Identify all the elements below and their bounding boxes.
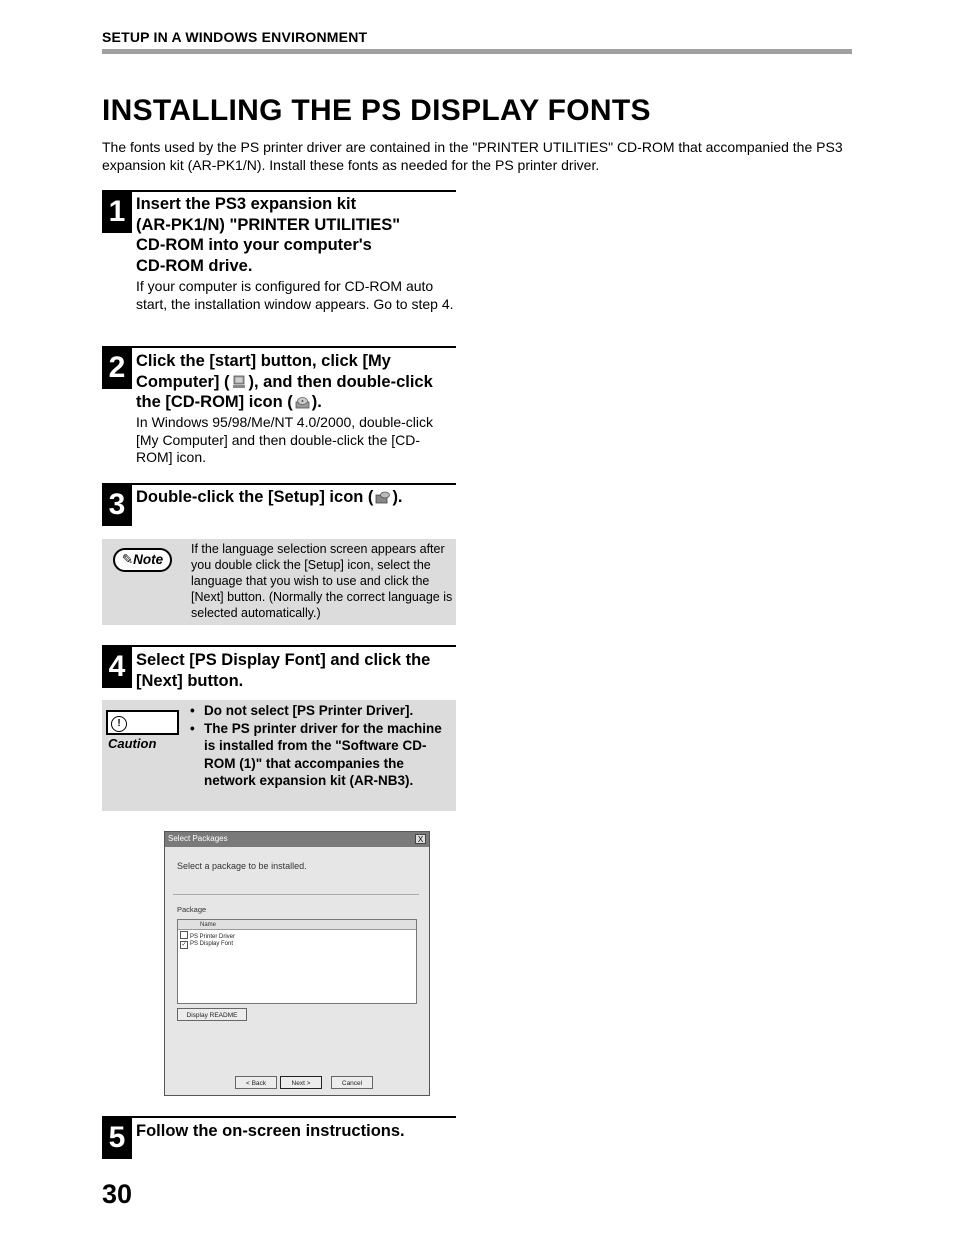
step-2-title-text: the [CD-ROM] icon (	[136, 393, 293, 411]
next-button[interactable]: Next >	[280, 1076, 322, 1089]
intro-paragraph: The fonts used by the PS printer driver are contained in the "PRINTER UTILITIES" CD-ROM that accompanied the PS3 expansion kit (AR-PK1/N). Install these fonts as needed for the PS printer driver.	[102, 139, 843, 173]
my-computer-icon	[231, 375, 248, 390]
column-header-name[interactable]: Name	[178, 920, 416, 930]
step-1-number: 1	[102, 191, 132, 233]
note-text: If the language selection screen appears after you double click the [Setup] icon, select the language that you wish to use and click the [Next] button. (Normally the correct language is selected automatically.)	[191, 542, 453, 620]
step-4-title	[136, 650, 456, 691]
step-1-title-line: (AR-PK1/N) "PRINTER UTILITIES"	[136, 215, 401, 234]
dialog-title: Select Packages	[168, 834, 228, 843]
step-5-rule	[102, 1116, 456, 1118]
step-2-title-line	[136, 392, 456, 413]
page-title: INSTALLING THE PS DISPLAY FONTS	[102, 94, 651, 127]
caution-badge	[106, 710, 179, 751]
caution-list	[190, 702, 452, 790]
step-4-number: 4	[102, 646, 132, 688]
step-3-rule	[102, 483, 456, 485]
cancel-button[interactable]: Cancel	[331, 1076, 373, 1089]
step-2-title-line: Click the [start] button, click [My	[136, 352, 391, 370]
dialog-prompt: Select a package to be installed.	[177, 861, 307, 871]
caution-item: • Do not select [PS Printer Driver].	[190, 702, 452, 720]
step-2-rule	[102, 346, 456, 348]
step-3-number: 3	[102, 484, 132, 526]
setup-icon	[374, 490, 391, 505]
select-packages-dialog	[164, 831, 430, 1096]
step-2-title-text: ), and then double-click	[248, 372, 433, 391]
package-label: Package	[177, 905, 207, 914]
exclamation-icon: !	[111, 716, 127, 732]
back-button[interactable]: < Back	[235, 1076, 277, 1089]
header-rule	[102, 49, 852, 54]
step-5-number: 5	[102, 1117, 132, 1159]
step-4-title-line: Select [PS Display Font] and click the	[136, 651, 431, 669]
step-1-body: If your computer is configured for CD-ROM auto start, the installation window appears. Go to step 4.	[136, 278, 454, 312]
step-2-body: In Windows 95/98/Me/NT 4.0/2000, double-click [My Computer] and then double-click the [CD-ROM] icon.	[136, 414, 434, 465]
step-1-title-line: CD-ROM into your computer's	[136, 236, 372, 254]
caution-item: • The PS printer driver for the machine is installed from the "Software CD-ROM (1)" that accompanies the network expansion kit (AR-NB3).	[190, 720, 452, 790]
page-number: 30	[102, 1179, 133, 1209]
package-row-label: PS Printer Driver	[190, 934, 236, 940]
package-list[interactable]	[177, 919, 417, 1004]
note-badge	[113, 548, 172, 572]
section-header: SETUP IN A WINDOWS ENVIRONMENT	[102, 29, 368, 45]
dialog-separator	[173, 894, 419, 895]
pencil-icon: ✎	[121, 552, 134, 567]
step-1-title-line: CD-ROM drive.	[136, 256, 253, 275]
package-row-label: PS Display Font	[190, 941, 234, 947]
checkbox-checked[interactable]: ✓	[181, 942, 187, 948]
step-2-title-text: Computer] (	[136, 372, 230, 391]
step-2-title-line	[136, 372, 456, 393]
step-1-title-line: Insert the PS3 expansion kit	[136, 195, 357, 213]
display-readme-button[interactable]: Display README	[177, 1008, 247, 1021]
step-4-rule	[102, 645, 456, 647]
step-4-title-line: [Next] button.	[136, 671, 244, 690]
step-1-rule	[102, 190, 456, 192]
step-2-number: 2	[102, 347, 132, 389]
step-3-title	[136, 487, 456, 508]
step-3-title-text: ).	[392, 488, 403, 506]
step-5-title: Follow the on-screen instructions.	[136, 1122, 405, 1140]
dialog-titlebar	[165, 832, 429, 847]
step-3-title-text: Double-click the [Setup] icon (	[136, 488, 374, 506]
step-2-title	[136, 351, 456, 413]
checkbox[interactable]	[180, 931, 188, 939]
dialog-close-button[interactable]: X	[415, 834, 426, 844]
note-badge-label: Note	[133, 552, 164, 567]
cdrom-icon	[294, 395, 311, 410]
step-2-title-text: ).	[311, 393, 322, 411]
step-1-title	[136, 194, 456, 276]
package-row-ps-display-font[interactable]	[180, 940, 233, 949]
caution-badge-label: Caution	[108, 736, 157, 751]
